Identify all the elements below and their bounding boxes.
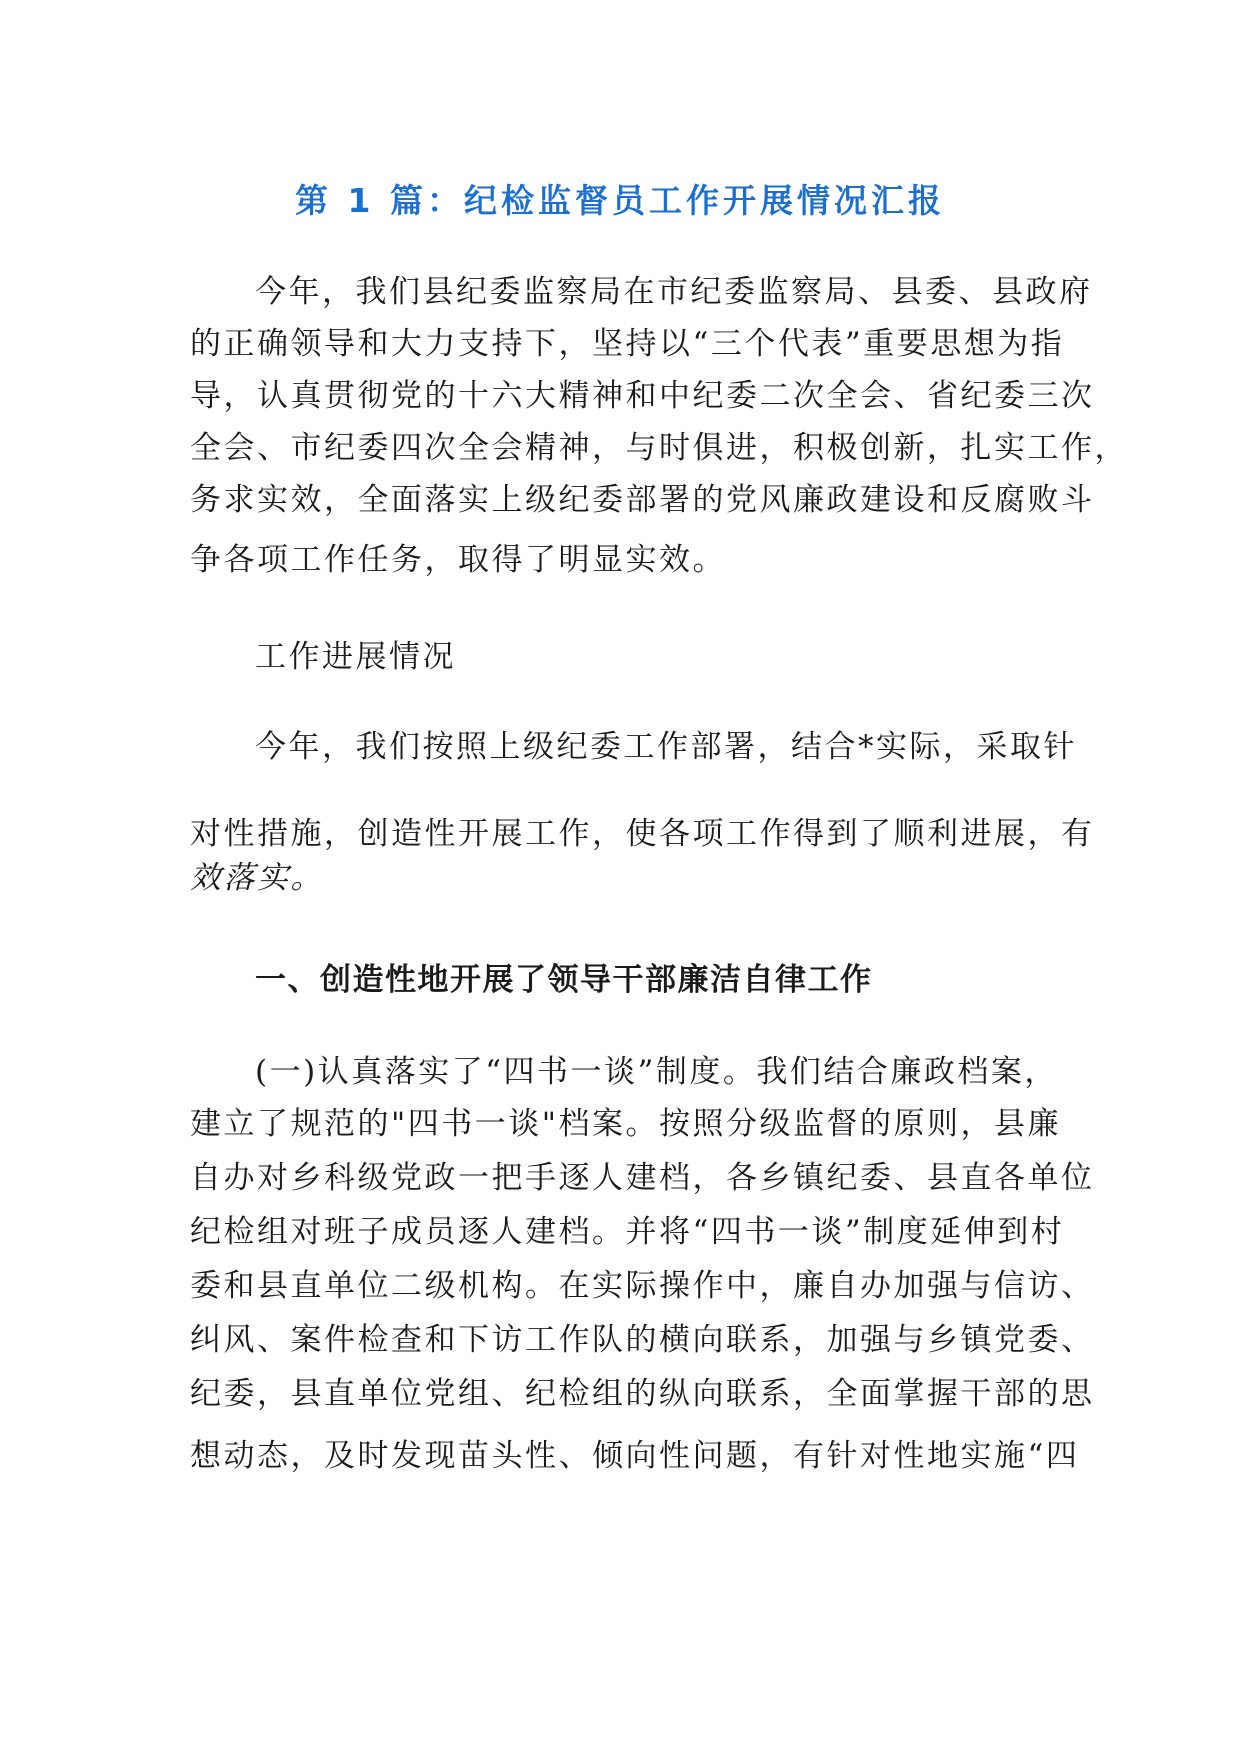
paragraph-line: 建立了规范的"四书一谈"档案。按照分级监督的原则，县廉 (190, 1106, 1062, 1142)
paragraph-line: 争各项工作任务，取得了明显实效。 (190, 542, 726, 578)
paragraph-line: 效落实。 (190, 860, 324, 896)
paragraph-line: 想动态，及时发现苗头性、倾向性问题，有针对性地实施“四 (190, 1438, 1080, 1474)
paragraph-line: 对性措施，创造性开展工作，使各项工作得到了顺利进展，有 (190, 816, 1095, 852)
paragraph-line: 自办对乡科级党政一把手逐人建档，各乡镇纪委、县直各单位 (190, 1160, 1095, 1196)
paragraph-line: 今年，我们县纪委监察局在市纪委监察局、县委、县政府 (255, 274, 1093, 310)
paragraph-line: 纠风、案件检查和下访工作队的横向联系，加强与乡镇党委、 (190, 1322, 1095, 1358)
paragraph-line: 纪检组对班子成员逐人建档。并将“四书一谈”制度延伸到村 (190, 1214, 1065, 1250)
paragraph-line: (一)认真落实了“四书一谈”制度。我们结合廉政档案， (255, 1054, 1058, 1090)
paragraph-line: 导，认真贯彻党的十六大精神和中纪委二次全会、省纪委三次 (190, 378, 1095, 414)
paragraph-line: 纪委，县直单位党组、纪检组的纵向联系，全面掌握干部的思 (190, 1376, 1095, 1412)
paragraph-line: 务求实效，全面落实上级纪委部署的党风廉政建设和反腐败斗 (190, 482, 1095, 518)
subheading: 工作进展情况 (255, 639, 456, 675)
section-heading: 一、创造性地开展了领导干部廉洁自律工作 (255, 962, 873, 998)
paragraph-line: 全会、市纪委四次全会精神，与时俱进，积极创新，扎实工作， (190, 430, 1128, 466)
paragraph-line: 今年，我们按照上级纪委工作部署，结合*实际，采取针 (255, 729, 1077, 765)
document-title: 第 1 篇：纪检监督员工作开展情况汇报 (295, 181, 945, 220)
paragraph-line: 委和县直单位二级机构。在实际操作中，廉自办加强与信访、 (190, 1268, 1095, 1304)
paragraph-line: 的正确领导和大力支持下，坚持以“三个代表”重要思想为指 (190, 326, 1065, 362)
